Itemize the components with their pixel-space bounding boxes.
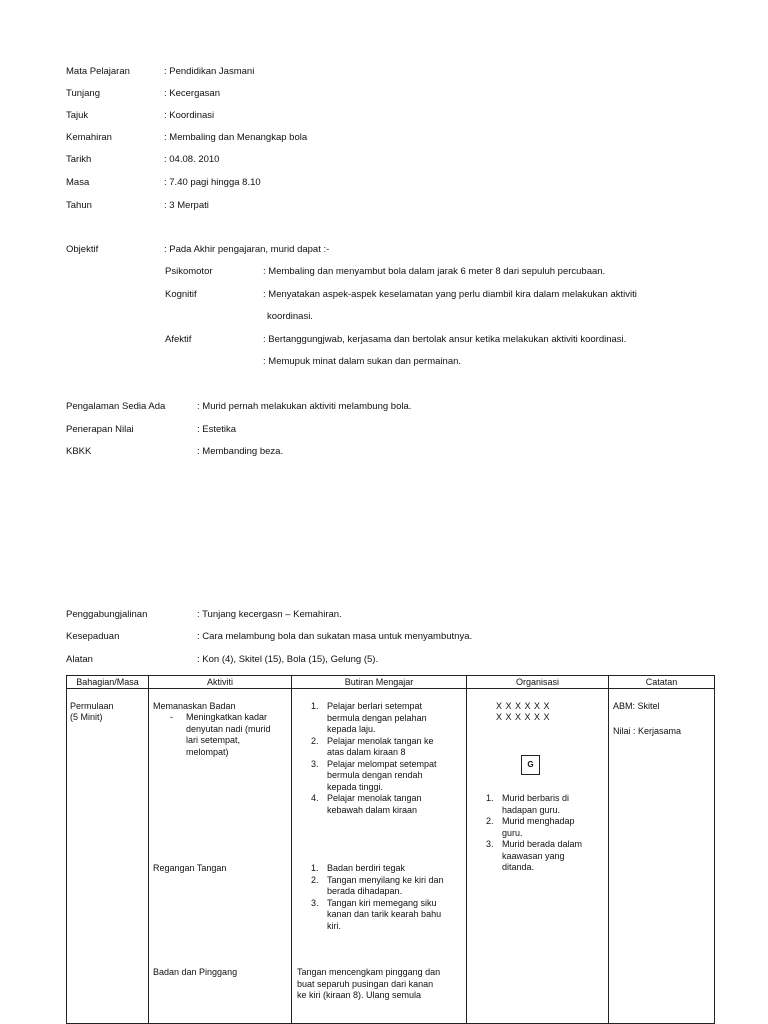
note-abm: ABM: Skitel xyxy=(613,701,660,711)
list-item: 3. Tangan kiri memegang siku kanan dan tarik kearah bahu kiri. xyxy=(311,897,442,931)
col-header-bahagian: Bahagian/Masa xyxy=(67,676,149,689)
teaching-waist-line: Tangan mencengkam pinggang dan xyxy=(297,967,441,977)
field-value: : Membaling dan Menangkap bola xyxy=(164,132,308,143)
field-value: : 3 Merpati xyxy=(164,200,209,211)
activity-body-waist: Badan dan Pinggang xyxy=(153,967,238,977)
field-value: : 7.40 pagi hingga 8.10 xyxy=(164,177,261,188)
activity-warmup-sub-line: lari setempat, xyxy=(186,735,241,745)
teaching-waist-line: ke kiri (kiraan 8). Ulang semula xyxy=(297,990,422,1000)
list-item: 3. Murid berada dalam kaawasan yang ditanda. xyxy=(486,839,583,872)
field-value: : Murid pernah melakukan aktiviti melambung bola. xyxy=(197,401,412,412)
field-label: Mata Pelajaran xyxy=(66,66,130,77)
activity-warmup: Memanaskan Badan xyxy=(153,701,236,711)
teaching-steps-arm xyxy=(292,863,466,932)
list-item: 3. Pelajar melompat setempat bermula dengan rendah kepada tinggi. xyxy=(311,758,437,792)
field-value: : Koordinasi xyxy=(164,110,215,121)
cell-aktiviti xyxy=(149,689,292,1024)
field-label: Tahun xyxy=(66,200,92,211)
bahagian-time: (5 Minit) xyxy=(70,712,103,722)
list-item: 4. Pelajar menolak tangan kebawah dalam kiraan xyxy=(311,793,422,815)
cell-butiran xyxy=(292,689,467,1024)
domain-value-cont: : Memupuk minat dalam sukan dan permainan. xyxy=(263,356,462,367)
cell-catatan xyxy=(609,689,715,1024)
field-label: Alatan xyxy=(66,654,93,665)
cell-organisasi xyxy=(467,689,609,1024)
field-label: KBKK xyxy=(66,446,92,457)
field-label: Tajuk xyxy=(66,110,89,121)
domain-value: : Menyatakan aspek-aspek keselamatan yang perlu diambil kira dalam melakukan aktiviti xyxy=(263,289,637,300)
list-item: 2. Pelajar menolak tangan ke atas dalam kiraan 8 xyxy=(311,735,434,757)
teaching-waist-line: buat separuh pusingan dari kanan xyxy=(297,978,434,989)
cell-bahagian xyxy=(67,689,149,1024)
teacher-position-box: G xyxy=(521,755,540,775)
domain-value: : Membaling dan menyambut bola dalam jarak 6 meter 8 dari sepuluh percubaan. xyxy=(263,266,606,277)
field-label: Kemahiran xyxy=(66,132,112,143)
field-label: Tunjang xyxy=(66,88,100,99)
activity-warmup-sub-line: melompat) xyxy=(186,746,229,757)
col-header-aktiviti: Aktiviti xyxy=(149,676,292,689)
field-value: : 04.08. 2010 xyxy=(164,154,220,165)
teaching-steps-warmup xyxy=(292,701,466,816)
col-header-organisasi: Organisasi xyxy=(467,676,609,689)
field-label: Penggabungjalinan xyxy=(66,609,148,620)
field-value: : Cara melambung bola dan sukatan masa untuk menyambutnya. xyxy=(197,631,473,642)
field-value: : Pendidikan Jasmani xyxy=(164,66,255,77)
field-value: : Tunjang kecergasn – Kemahiran. xyxy=(197,609,342,620)
field-label: Tarikh xyxy=(66,154,92,165)
list-item: 1. Murid berbaris di hadapan guru. xyxy=(486,793,570,815)
activity-warmup-dash: - xyxy=(170,712,173,722)
note-nilai: Nilai : Kerjasama xyxy=(613,726,682,736)
field-value: : Estetika xyxy=(197,424,237,435)
field-label: Kesepaduan xyxy=(66,631,120,642)
domain-value-cont: koordinasi. xyxy=(267,311,313,322)
domain-label: Kognitif xyxy=(165,289,197,300)
field-label: Pengalaman Sedia Ada xyxy=(66,401,166,412)
bahagian-name: Permulaan xyxy=(70,701,114,711)
list-item: 1. Pelajar berlari setempat bermula dengan pelahan kepada laju. xyxy=(311,701,427,734)
list-item: 2. Murid menghadap guru. xyxy=(486,816,575,838)
table-row xyxy=(67,689,715,1024)
col-header-catatan: Catatan xyxy=(609,676,715,689)
activity-arm-stretch: Regangan Tangan xyxy=(153,863,227,873)
domain-label: Psikomotor xyxy=(165,266,213,277)
formation-row: X X X X X X xyxy=(496,712,551,722)
table-header-row xyxy=(67,676,715,689)
field-value: : Kecergasan xyxy=(164,88,220,99)
organisation-steps xyxy=(467,793,608,874)
field-label: Objektif xyxy=(66,244,99,255)
field-label: Penerapan Nilai xyxy=(66,424,134,435)
col-header-butiran: Butiran Mengajar xyxy=(292,676,467,689)
field-label: Masa xyxy=(66,177,90,188)
field-value: : Kon (4), Skitel (15), Bola (15), Gelung (5). xyxy=(197,654,379,665)
lesson-plan-table xyxy=(66,675,715,1024)
field-value: : Membanding beza. xyxy=(197,446,284,457)
list-item: 2. Tangan menyilang ke kiri dan berada dihadapan. xyxy=(311,874,444,896)
activity-warmup-sub-line: Meningkatkan kadar xyxy=(186,712,268,722)
field-value: : Pada Akhir pengajaran, murid dapat :- xyxy=(164,244,330,255)
activity-warmup-sub-line: denyutan nadi (murid xyxy=(186,723,271,734)
domain-label: Afektif xyxy=(165,334,192,345)
domain-value: : Bertanggungjwab, kerjasama dan bertolak ansur ketika melakukan aktiviti koordinasi. xyxy=(263,334,627,345)
formation-row: X X X X X X xyxy=(496,701,551,711)
list-item: 1. Badan berdiri tegak xyxy=(311,863,406,873)
